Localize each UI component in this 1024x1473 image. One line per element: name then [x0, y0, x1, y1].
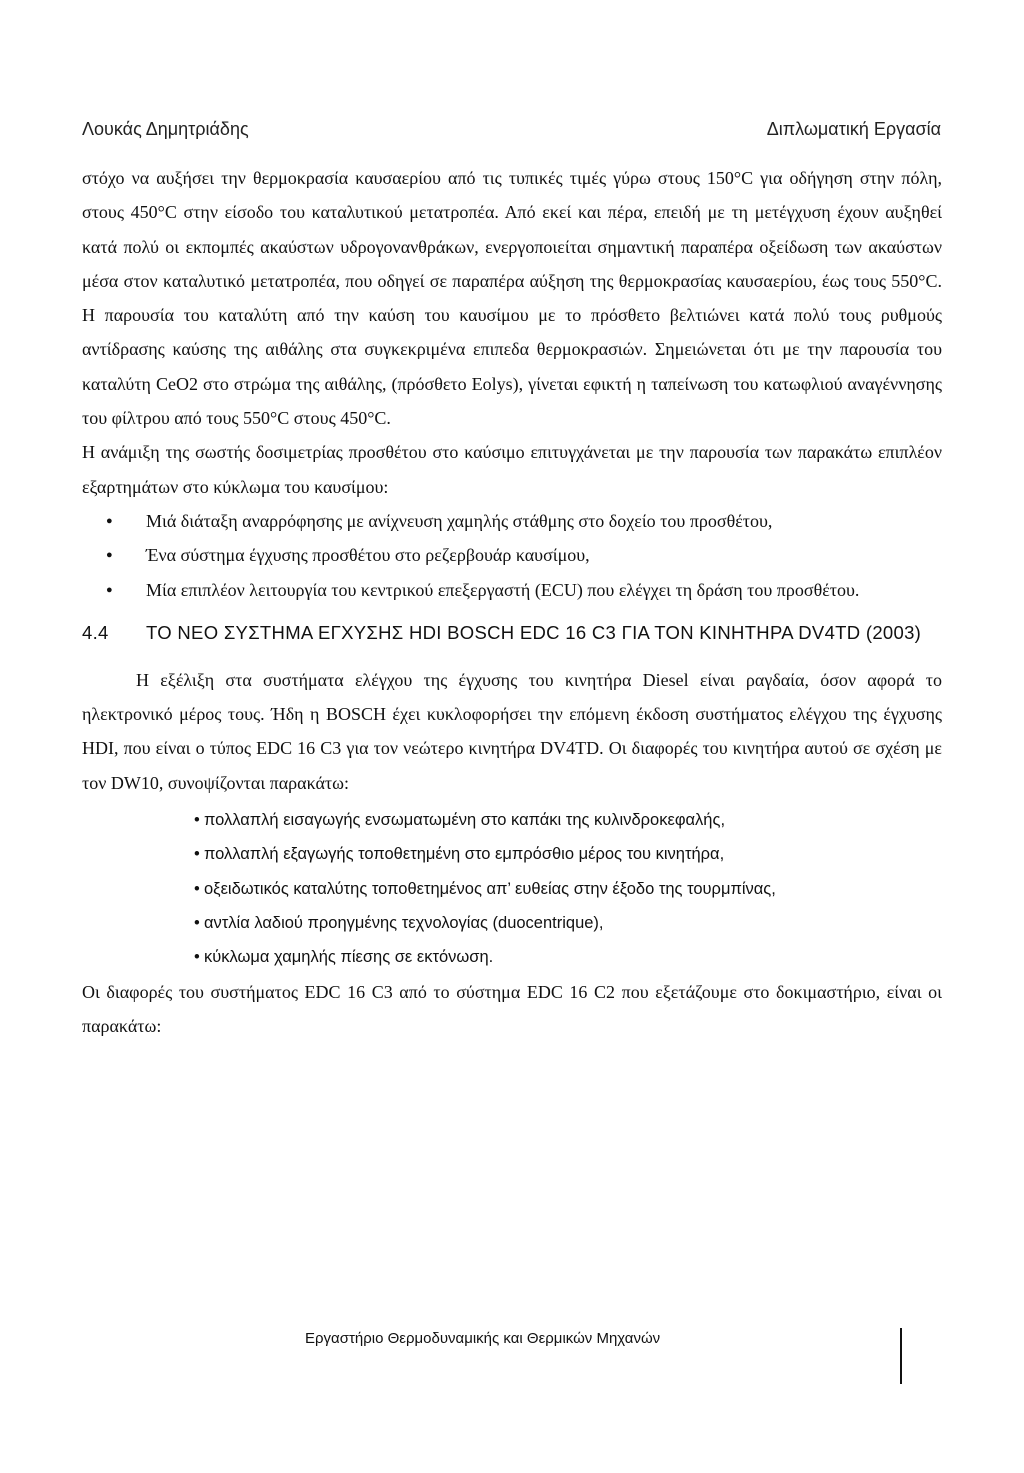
dosing-list [82, 504, 942, 607]
page-header [82, 119, 941, 145]
section-title: ΤΟ ΝΕΟ ΣΥΣΤΗΜΑ ΕΓΧΥΣΗΣ HDI BOSCH EDC 16 C3 ΓΙΑ ΤΟΝ ΚΙΝΗΤΗΡΑ DV4TD (2003) [146, 621, 922, 643]
list-item: ● Μία επιπλέον λειτουργία του κεντρικού επεξεργαστή (ECU) που ελέγχει τη δράση του προσθέτου. [82, 573, 942, 607]
section-number: 4.4 [82, 621, 109, 643]
list-item: • κύκλωμα χαμηλής πίεσης σε εκτόνωση. [82, 940, 942, 974]
engine-differences-list [82, 803, 942, 974]
dosing-paragraph: Η ανάμιξη της σωστής δοσιμετρίας προσθέτου στο καύσιμο επιτυγχάνεται με την παρουσία των παρακάτω επιπλέον εξαρτημάτων στο κύκλωμα του καυσίμου: [82, 442, 942, 497]
closing-paragraph: Οι διαφορές του συστήματος EDC 16 C3 από το σύστημα EDC 16 C2 που εξετάζουμε στο δοκιμαστήριο, είναι οι παρακάτω: [82, 981, 942, 1036]
list-item: ● Μιά διάταξη αναρρόφησης με ανίχνευση χαμηλής στάθμης στο δοχείο του προσθέτου, [82, 504, 942, 538]
page-footer: Εργαστήριο Θερμοδυναμικής και Θερμικών Μηχανών [305, 1330, 661, 1347]
footer-divider [900, 1328, 902, 1384]
intro-paragraph: στόχο να αυξήσει την θερμοκρασία καυσαερίου από τις τυπικές τιμές γύρω στους 150°C για οδήγηση στην πόλη, στους 450°C στην είσοδο του καταλυτικού μετατροπέα. Από εκεί και πέρα, επειδή με τη μετέγχυση έχουν αυξηθεί κατά πολύ οι εκπομπές ακαύστων υδρογονανθράκων, ενεργοποιείται σημαντική παραπέρα οξείδωση των ακαύστων μέσα στον καταλυτικό μετατροπέα, που οδηγεί σε παραπέρα αύξηση της θερμοκρασίας καυσαερίου, έως τους 550°C. Η παρουσία του καταλύτη από την καύση του καυσίμου με το πρόσθετο βελτιώνει κατά πολύ τους ρυθμούς αντίδρασης καύσης της αιθάλης στα συγκεκριμένα επιπεδα θερμοκρασιών. Σημειώνεται ότι με την παρουσία του καταλύτη CeO2 στο στρώμα της αιθάλης, (πρόσθετο Eolys), γίνεται εφικτή η ταπείνωση του κατωφλιού αναγέννησης του φίλτρου από τους 550°C στους 450°C. [82, 168, 942, 429]
document-body [82, 161, 942, 1043]
list-item: ● Ένα σύστημα έγχυσης προσθέτου στο ρεζερβουάρ καυσίμου, [82, 538, 942, 572]
list-item: • αντλία λαδιού προηγμένης τεχνολογίας (duocentrique), [82, 906, 942, 940]
section-paragraph [82, 663, 942, 800]
list-item: • πολλαπλή εξαγωγής τοποθετημένη στο εμπρόσθιο μέρος του κινητήρα, [82, 837, 942, 871]
header-doc-type: Διπλωματική Εργασία [766, 119, 941, 139]
section-paragraph-text: Η εξέλιξη στα συστήματα ελέγχου της έγχυσης του κινητήρα Diesel είναι ραγδαία, όσον αφορά το ηλεκτρονικό μέρος τους. Ήδη η BOSCH έχει κυκλοφορήσει την επόμενη έκδοση συστήματος ελέγχου της έγχυσης HDI, που είναι ο τύπος EDC 16 C3 για τον νεώτερο κινητήρα DV4TD. Οι διαφορές του κινητήρα αυτού σε σχέση με τον DW10, συνοψίζονται παρακάτω: [82, 669, 942, 793]
list-item: • πολλαπλή εισαγωγής ενσωματωμένη στο καπάκι της κυλινδροκεφαλής, [82, 803, 942, 837]
list-item: • οξειδωτικός καταλύτης τοποθετημένος απ’ ευθείας στην έξοδο της τουρμπίνας, [82, 872, 942, 906]
section-heading [82, 616, 942, 649]
header-author: Λουκάς Δημητριάδης [82, 119, 249, 139]
